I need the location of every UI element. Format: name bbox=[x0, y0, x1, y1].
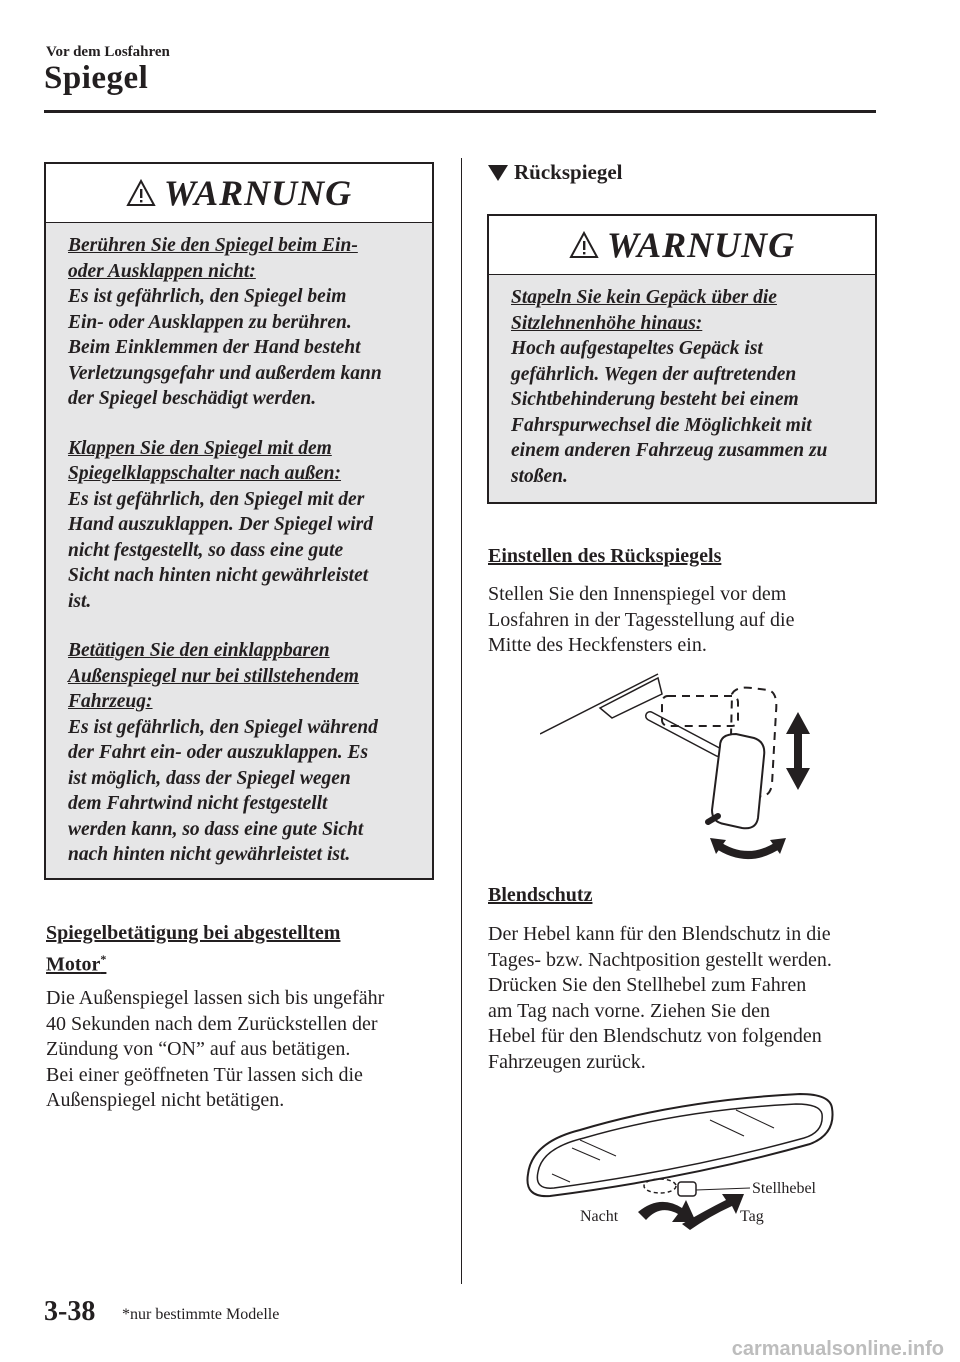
warning-text-line: dem Fahrtwind nicht festgestellt bbox=[68, 793, 328, 814]
text-line: Hebel für den Blendschutz von folgenden bbox=[488, 1025, 822, 1047]
warning-text-line: Es ist gefährlich, den Spiegel mit der bbox=[68, 488, 365, 510]
warning-header bbox=[46, 164, 432, 223]
text-line: Außenspiegel nicht betätigen. bbox=[46, 1089, 285, 1111]
warning-text-line: nach hinten nicht gewährleistet ist. bbox=[68, 844, 351, 865]
text-line: Losfahren in der Tagesstellung auf die bbox=[488, 608, 795, 631]
text-line: Stellen Sie den Innenspiegel vor dem bbox=[488, 583, 787, 605]
warning-text-line: Fahrspurwechsel die Möglichkeit mit bbox=[511, 414, 812, 436]
warning-subheading: Stapeln Sie kein Gepäck über die bbox=[511, 287, 777, 308]
warning-box-luggage bbox=[487, 214, 877, 504]
warning-text-line: Hand auszuklappen. Der Spiegel wird bbox=[68, 514, 374, 535]
text-line: Mitte des Heckfensters ein. bbox=[488, 634, 707, 656]
warning-title: WARNUNG bbox=[606, 225, 796, 265]
warning-subheading: Fahrzeug: bbox=[68, 691, 153, 712]
warning-text-line: Es ist gefährlich, den Spiegel beim bbox=[68, 286, 347, 307]
antiglare-lever-figure bbox=[510, 1090, 850, 1250]
text-line: Der Hebel kann für den Blendschutz in die bbox=[488, 923, 831, 945]
warning-text-line: Beim Einklemmen der Hand besteht bbox=[68, 337, 361, 358]
warning-subheading: Spiegelklappschalter nach außen: bbox=[68, 463, 342, 484]
heading-line-text: Motor bbox=[46, 953, 101, 976]
page-title: Spiegel bbox=[44, 60, 149, 96]
warning-text-line: ist möglich, dass der Spiegel wegen bbox=[68, 767, 351, 789]
text-line: Die Außenspiegel lassen sich bis ungefähr bbox=[46, 987, 385, 1009]
rueckspiegel-heading bbox=[488, 160, 623, 185]
heading-line: Spiegelbetätigung bei abgestelltem bbox=[46, 922, 341, 944]
text-line: Tages- bzw. Nachtposition gestellt werden. bbox=[488, 948, 832, 971]
warning-subheading: Berühren Sie den Spiegel beim Ein- bbox=[68, 235, 358, 256]
warning-text-line: Ein- oder Ausklappen zu berühren. bbox=[68, 311, 352, 333]
warning-text-line: Sichtbehinderung besteht bei einem bbox=[511, 389, 799, 410]
mirror-adjustment-figure bbox=[540, 672, 820, 872]
warning-body bbox=[489, 275, 875, 489]
warning-text-line: der Fahrt ein- oder auszuklappen. Es bbox=[68, 742, 369, 763]
warning-subheading: Betätigen Sie den einklappbaren bbox=[68, 640, 330, 661]
watermark: carmanualsonline.info bbox=[731, 1338, 944, 1360]
warning-text-line: ist. bbox=[68, 590, 92, 612]
warning-subheading: oder Ausklappen nicht: bbox=[68, 260, 256, 282]
warning-text-line: Es ist gefährlich, den Spiegel während bbox=[68, 716, 378, 738]
warning-header bbox=[489, 216, 875, 275]
warning-text-line: stoßen. bbox=[511, 465, 568, 487]
text-line: Zündung von “ON” auf aus betätigen. bbox=[46, 1038, 351, 1060]
section-label: Vor dem Losfahren bbox=[46, 44, 170, 60]
engine-off-paragraph bbox=[46, 986, 446, 1114]
heading-text: Rückspiegel bbox=[514, 160, 623, 184]
warning-title: WARNUNG bbox=[163, 173, 353, 213]
triangle-down-icon bbox=[488, 165, 508, 181]
einstellen-heading: Einstellen des Rückspiegels bbox=[488, 545, 722, 567]
text-line: Bei einer geöffneten Tür lassen sich die bbox=[46, 1063, 363, 1086]
footnote-mark: * bbox=[100, 952, 107, 966]
warning-text-line: Hoch aufgestapeltes Gepäck ist bbox=[511, 338, 763, 359]
warning-box-mirror-folding bbox=[44, 162, 434, 880]
label-tag: Tag bbox=[740, 1208, 764, 1225]
einstellen-paragraph bbox=[488, 582, 878, 659]
page-number: 3-38 bbox=[44, 1296, 96, 1327]
heading-line bbox=[46, 946, 426, 978]
warning-subheading: Klappen Sie den Spiegel mit dem bbox=[68, 437, 332, 459]
text-line: am Tag nach vorne. Ziehen Sie den bbox=[488, 999, 771, 1022]
warning-subheading: Sitzlehnenhöhe hinaus: bbox=[511, 312, 703, 334]
label-nacht: Nacht bbox=[580, 1208, 619, 1225]
text-line: 40 Sekunden nach dem Zurückstellen der bbox=[46, 1012, 378, 1035]
warning-text-line: Sicht nach hinten nicht gewährleistet bbox=[68, 565, 369, 586]
warning-text-line: der Spiegel beschädigt werden. bbox=[68, 388, 317, 409]
label-stellhebel: Stellhebel bbox=[752, 1180, 816, 1197]
warning-text-line: einem anderen Fahrzeug zusammen zu bbox=[511, 440, 828, 461]
warning-text-line: gefährlich. Wegen der auftretenden bbox=[511, 363, 797, 385]
footnote: *nur bestimmte Modelle bbox=[122, 1306, 280, 1323]
warning-triangle-icon bbox=[126, 179, 156, 207]
warning-triangle-icon bbox=[569, 231, 599, 259]
warning-text-line: nicht festgestellt, so dass eine gute bbox=[68, 539, 344, 561]
column-divider bbox=[461, 158, 462, 1284]
warning-body bbox=[46, 223, 432, 868]
section-heading-engine-off bbox=[46, 920, 426, 978]
warning-subheading: Außenspiegel nur bei stillstehendem bbox=[68, 665, 359, 687]
text-line: Fahrzeugen zurück. bbox=[488, 1050, 646, 1073]
warning-text-line: Verletzungsgefahr und außerdem kann bbox=[68, 362, 382, 384]
warning-text-line: werden kann, so dass eine gute Sicht bbox=[68, 818, 364, 840]
blendschutz-paragraph bbox=[488, 922, 888, 1075]
title-rule bbox=[44, 110, 876, 113]
text-line: Drücken Sie den Stellhebel zum Fahren bbox=[488, 974, 807, 996]
blendschutz-heading: Blendschutz bbox=[488, 884, 593, 906]
